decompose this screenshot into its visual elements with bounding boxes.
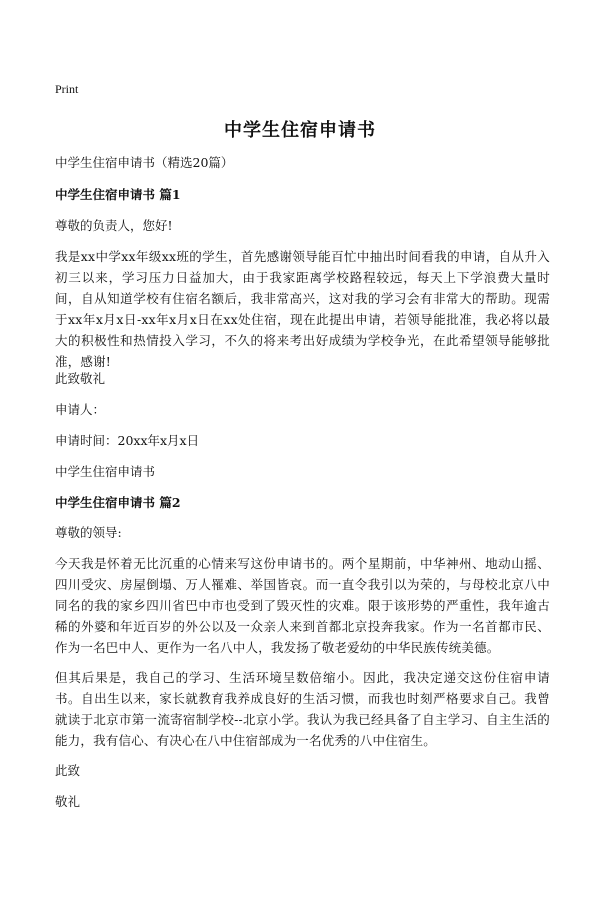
section-2-heading: 中学生住宿申请书 篇2: [55, 495, 181, 510]
section-1-applicant: 申请人：: [55, 402, 106, 417]
section-1-heading: 中学生住宿申请书 篇1: [55, 187, 181, 202]
print-label: Print: [55, 82, 79, 96]
section-2-closing-1: 此致: [55, 763, 81, 778]
section-2-greeting: 尊敬的领导:: [55, 525, 122, 540]
section-2-body-2: 但其后果是，我自己的学习、生活环境呈数倍缩小。因此，我决定递交这份住宿申请书。自出生以来，家长就教育我养成良好的生活习惯，而我也时刻严格要求自己。我曾就读于北京市第一流寄宿制学校--北京小学。我认为我已经具备了自主学习、自主生活的能力，我有信心、有决心在八中住宿部成为一名优秀的八中住宿生。: [55, 670, 550, 748]
section-1-footer: 中学生住宿申请书: [55, 464, 156, 479]
section-1-closing: 此致敬礼: [55, 371, 106, 386]
document-subtitle: 中学生住宿申请书（精选20篇）: [55, 155, 234, 170]
section-2-closing-2: 敬礼: [55, 794, 81, 809]
section-2-body-1: 今天我是怀着无比沉重的心情来写这份申请书的。两个星期前，中华神州、地动山摇、四川受灾、房屋倒塌、万人罹难、举国皆哀。而一直令我引以为荣的，与母校北京八中同名的我的家乡四川省巴中市也受到了毁灭性的灾难。限于该形势的严重性，我年逾古稀的外婆和年近百岁的外公以及一众亲人来到首都北京投奔我家。作为一名首都市民、作为一名巴中人、更作为一名八中人，我发扬了敬老爱幼的中华民族传统美德。: [55, 556, 550, 655]
section-1-body: 我是xx中学xx年级xx班的学生，首先感谢领导能百忙中抽出时间看我的申请，自从升入初三以来，学习压力日益加大，由于我家距离学校路程较远，每天上下学浪费大量时间，自从知道学校有住宿名额后，我非常高兴，这对我的学习会有非常大的帮助。现需于xx年x月x日-xx年x月x日在xx处住宿，现在此提出申请，若领导能批准，我必将以最大的积极性和热情投入学习，不久的将来考出好成绩为学校争光，在此希望领导能够批准，感谢!: [55, 249, 550, 369]
document-title: 中学生住宿申请书: [224, 120, 376, 141]
section-1-date: 申请时间：20xx年x月x日: [55, 433, 200, 448]
section-1-greeting: 尊敬的负责人，您好!: [55, 218, 173, 233]
